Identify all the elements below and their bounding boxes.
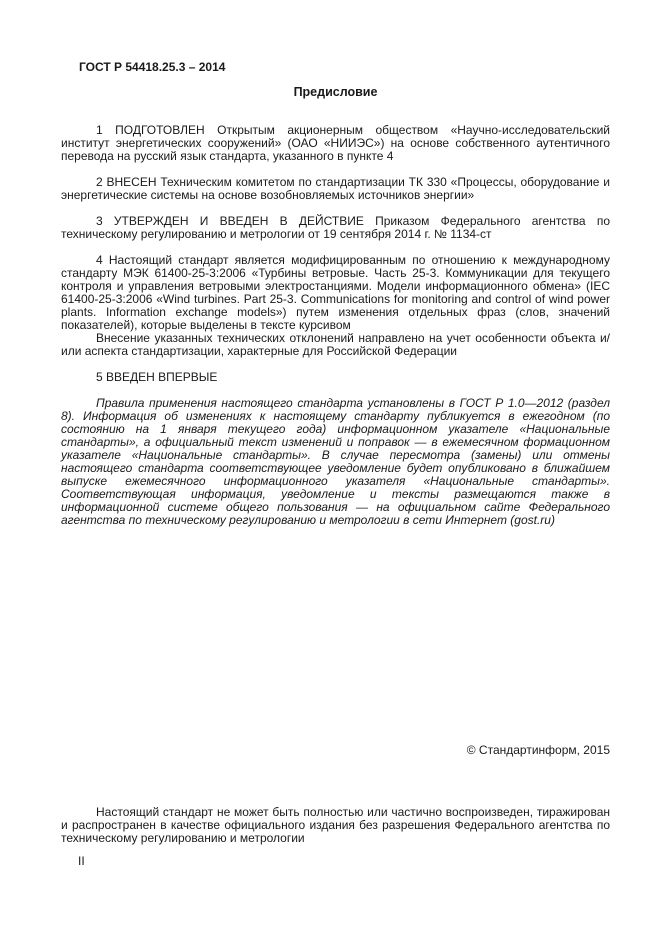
reproduction-restriction-note: Настоящий стандарт не может быть полностью или частично воспроизведен, тиражирован и распространен в качестве официального издания без разрешения Федерального агентства по техническому регулированию и метрологии	[61, 805, 610, 845]
foreword-item-1: 1 ПОДГОТОВЛЕН Открытым акционерным обществом «Научно-исследовательский институт энергетических сооружений» (ОАО «НИИЭС») на основе собственного аутентичного перевода на русский язык стандарта, указанного в пункте 4	[61, 123, 610, 163]
page-number: II	[78, 854, 85, 868]
copyright-line: © Стандартинформ, 2015	[466, 743, 610, 757]
foreword-item-5: 5 ВВЕДЕН ВПЕРВЫЕ	[96, 370, 218, 384]
foreword-item-3: 3 УТВЕРЖДЕН И ВВЕДЕН В ДЕЙСТВИЕ Приказом Федерального агентства по техническому регулированию и метрологии от 19 сентября 2014 г. № 1134-ст	[61, 214, 610, 241]
application-rules-note: Правила применения настоящего стандарта установлены в ГОСТ Р 1.0—2012 (раздел 8). Информация об изменениях к настоящему стандарту публикуется в ежегодном (по состоянию на 1 января текущего года) информационном указателе «Национальные стандарты», а официальный текст изменений и поправок — в ежемесячном формационном указателе «Национальные стандарты». В случае пересмотра (замены) или отмены настоящего стандарта соответствующее уведомление будет опубликовано в ближайшем выпуске ежемесячного информационного указателя «Национальные стандарты». Соответствующая информация, уведомление и тексты размещаются также в информационной системе общего пользования — на официальном сайте Федерального агентства по техническому регулированию и метрологии в сети Интернет (gost.ru)	[61, 396, 610, 527]
foreword-item-4-continuation: Внесение указанных технических отклонений направлено на учет особенности объекта и/или аспекта стандартизации, характерные для Российской Федерации	[61, 331, 610, 358]
doc-number: ГОСТ Р 54418.25.3 – 2014	[79, 60, 226, 74]
page-title: Предисловие	[293, 85, 378, 99]
foreword-item-2: 2 ВНЕСЕН Техническим комитетом по стандартизации ТК 330 «Процессы, оборудование и энергетические системы на основе возобновляемых источников энергии»	[61, 175, 610, 202]
foreword-item-4: 4 Настоящий стандарт является модифицированным по отношению к международному стандарту МЭК 61400-25-3:2006 «Турбины ветровые. Часть 25-3. Коммуникации для текущего контроля и управления ветровыми электростанциями. Модели информационного обмена» (IEC 61400-25-3:2006 «Wind turbines. Part 25-3. Communications for monitoring and control of wind power plants. Information exchange models») путем изменения отдельных фраз (слов, значений показателей), которые выделены в тексте курсивом	[61, 253, 610, 332]
